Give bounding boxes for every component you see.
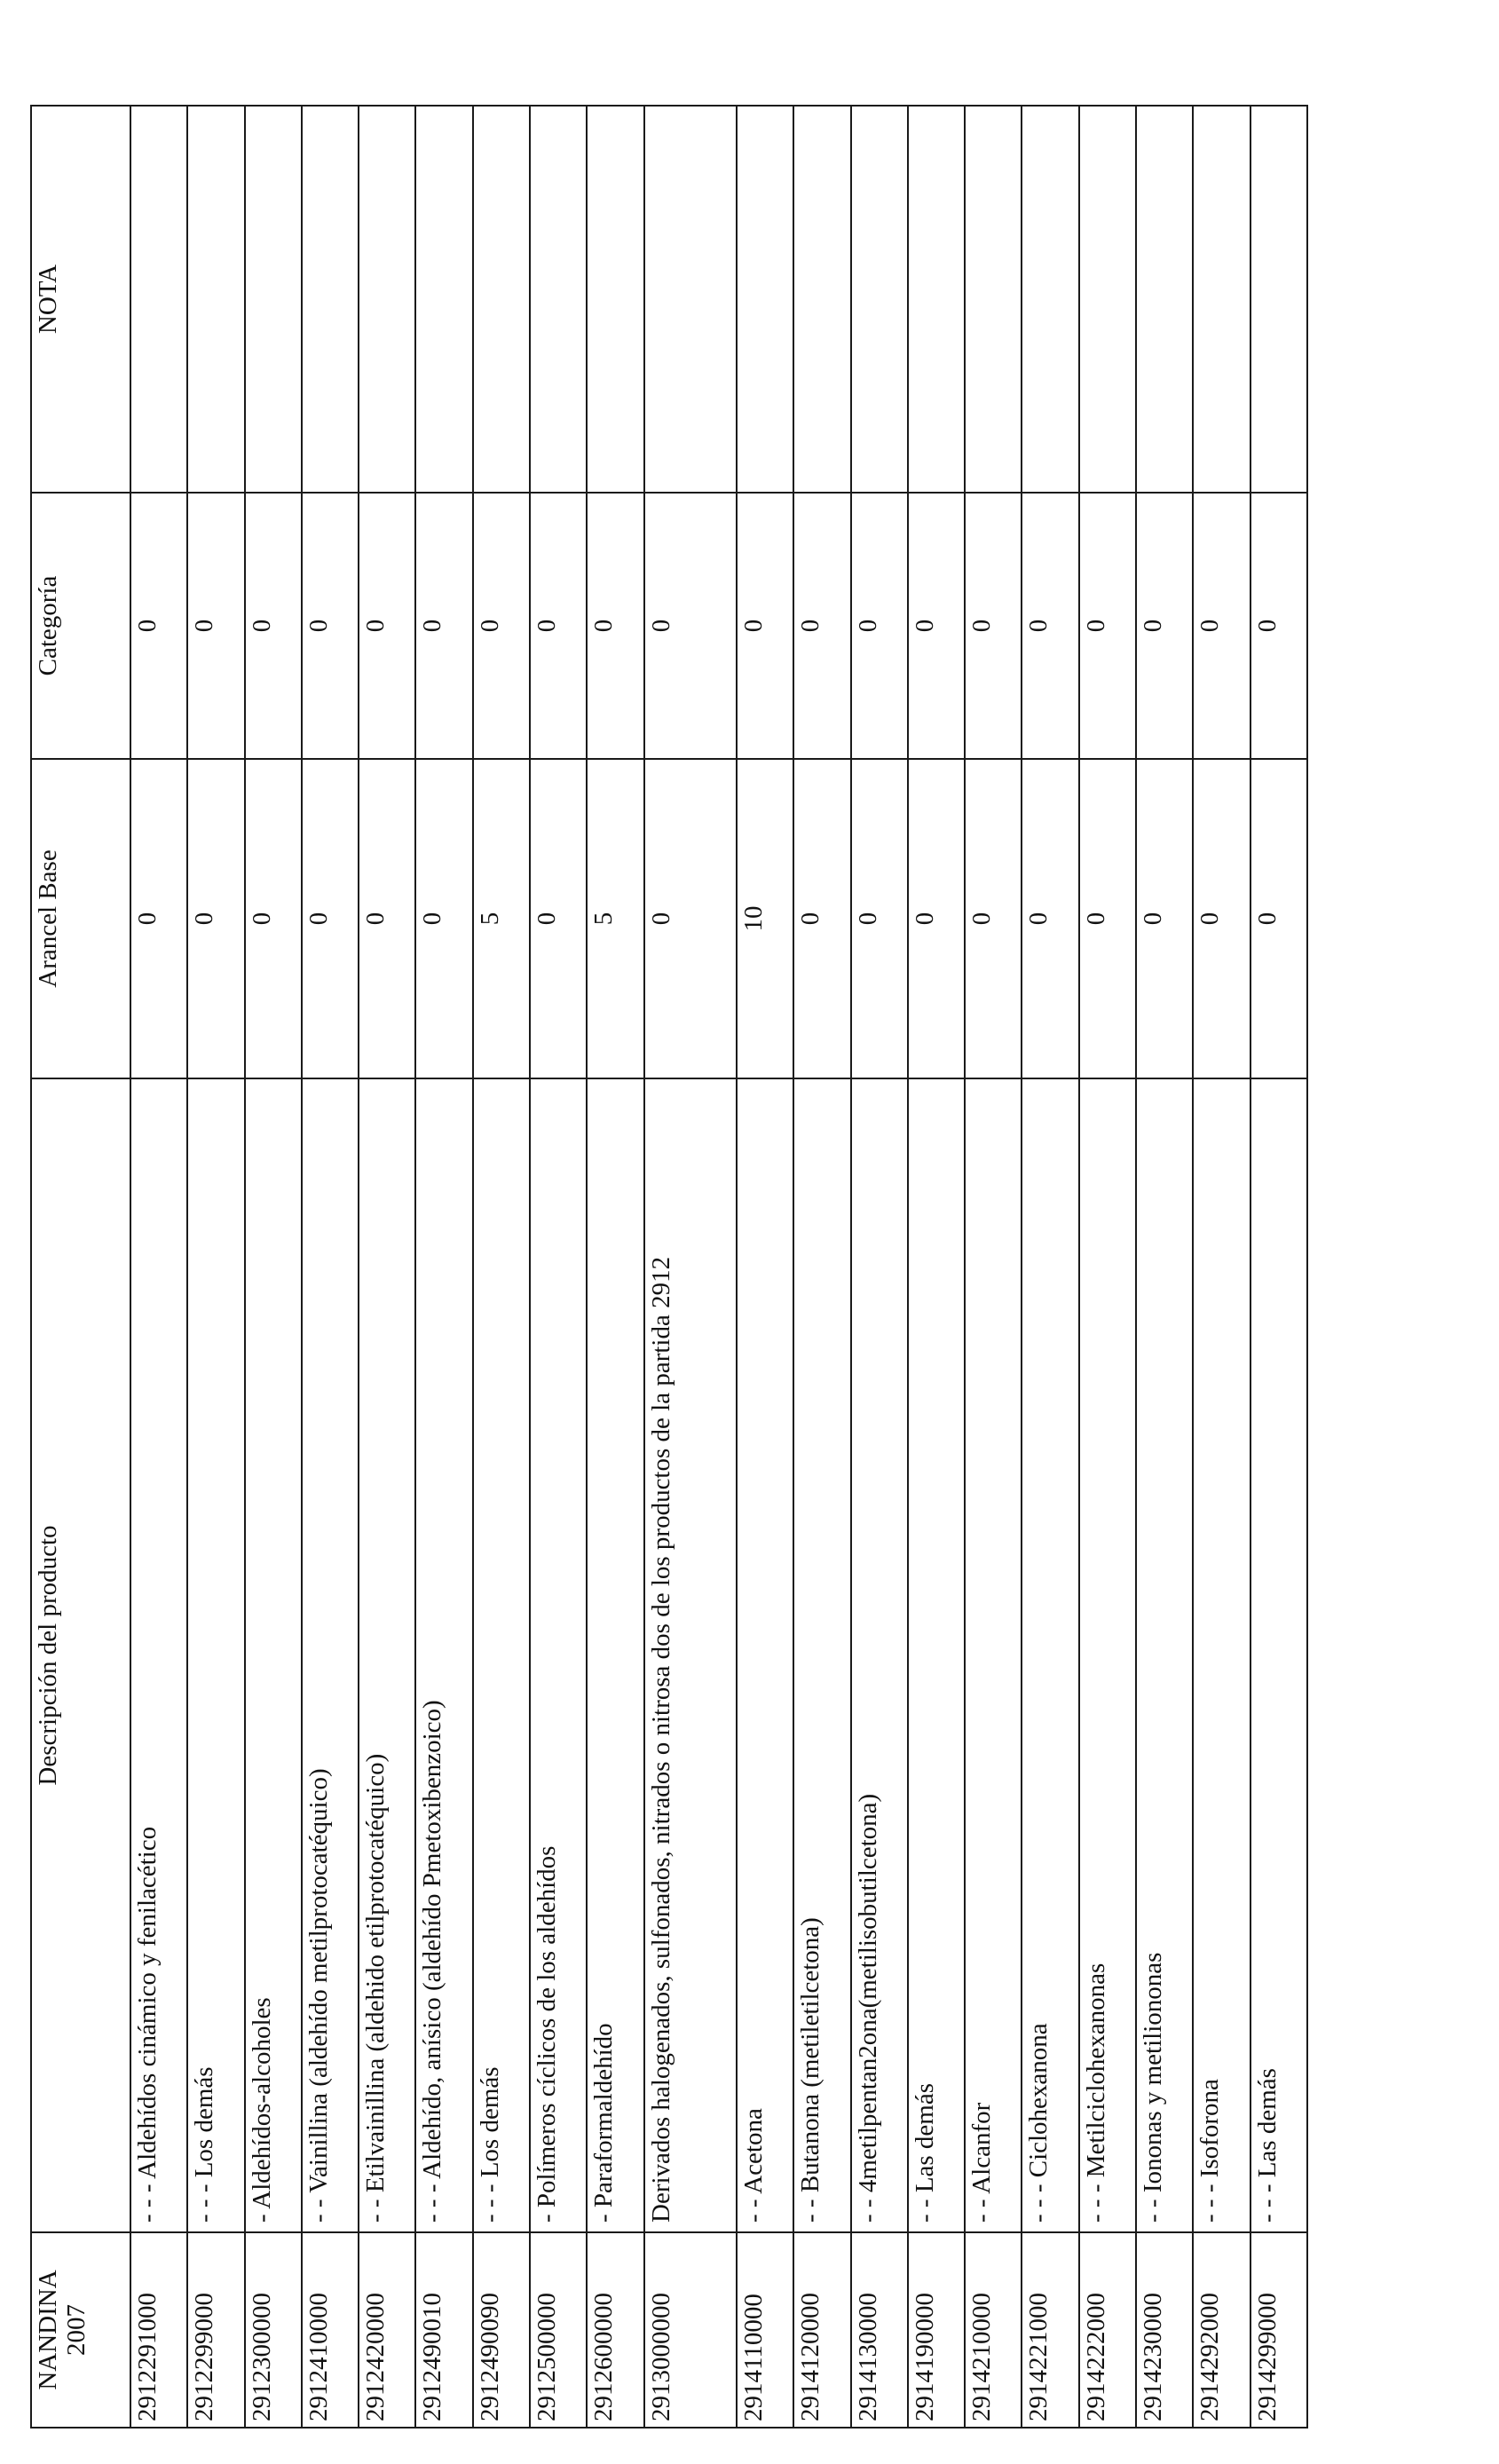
row-code: 2912490090 <box>473 2232 530 2428</box>
row-description: - - - Aldehídos cinámico y fenilacético <box>130 1078 187 2232</box>
row-code: 2914299000 <box>1250 2232 1307 2428</box>
row-code: 2912291000 <box>130 2232 187 2428</box>
table-row <box>473 106 530 2428</box>
table-row <box>1193 106 1250 2428</box>
row-code: 2912420000 <box>359 2232 415 2428</box>
row-description: - - - Los demás <box>473 1078 530 2232</box>
row-categoria: 0 <box>965 493 1022 759</box>
rotated-page <box>30 107 1308 2428</box>
row-description: - - - Isoforona <box>1193 1078 1250 2232</box>
row-arancel: 0 <box>187 759 244 1078</box>
row-code: 2914190000 <box>908 2232 965 2428</box>
row-code: 2914110000 <box>737 2232 793 2428</box>
table-row <box>130 106 187 2428</box>
row-nota <box>587 106 643 493</box>
row-nota <box>851 106 908 493</box>
row-categoria: 0 <box>1193 493 1250 759</box>
row-nota <box>530 106 587 493</box>
row-arancel: 0 <box>793 759 850 1078</box>
table-row <box>1022 106 1078 2428</box>
row-nota <box>1193 106 1250 493</box>
table-row <box>530 106 587 2428</box>
table-row <box>359 106 415 2428</box>
row-code: 2913000000 <box>644 2232 737 2428</box>
row-categoria: 0 <box>359 493 415 759</box>
row-arancel: 0 <box>851 759 908 1078</box>
table-row <box>737 106 793 2428</box>
row-code: 2914221000 <box>1022 2232 1078 2428</box>
row-description: - - - Metilciclohexanonas <box>1079 1078 1136 2232</box>
table-row <box>908 106 965 2428</box>
table-row <box>793 106 850 2428</box>
row-categoria: 0 <box>473 493 530 759</box>
row-code: 2912600000 <box>587 2232 643 2428</box>
row-arancel: 0 <box>245 759 302 1078</box>
row-description: - - Etilvainillina (aldehido etilprotocatéquico) <box>359 1078 415 2232</box>
row-description: - - Las demás <box>908 1078 965 2232</box>
row-arancel: 0 <box>1193 759 1250 1078</box>
row-categoria: 0 <box>130 493 187 759</box>
table-row <box>187 106 244 2428</box>
row-code: 2912500000 <box>530 2232 587 2428</box>
row-description: - - - Ciclohexanona <box>1022 1078 1078 2232</box>
row-description: - - 4metilpentan2ona(metilisobutilcetona) <box>851 1078 908 2232</box>
row-categoria: 0 <box>1079 493 1136 759</box>
row-description: - - - Aldehído, anísico (aldehído Pmetoxibenzoico) <box>415 1078 472 2232</box>
row-nota <box>908 106 965 493</box>
row-categoria: 0 <box>245 493 302 759</box>
row-code: 2914222000 <box>1079 2232 1136 2428</box>
header-categoria: Categoría <box>31 493 130 759</box>
row-nota <box>187 106 244 493</box>
table-row <box>644 106 737 2428</box>
table-row <box>1136 106 1193 2428</box>
row-description: - Polímeros cíclicos de los aldehídos <box>530 1078 587 2232</box>
row-nota <box>415 106 472 493</box>
row-code: 2914292000 <box>1193 2232 1250 2428</box>
row-nota <box>965 106 1022 493</box>
row-description: - Paraformaldehído <box>587 1078 643 2232</box>
row-arancel: 0 <box>1022 759 1078 1078</box>
row-categoria: 0 <box>302 493 359 759</box>
header-row <box>31 106 130 2428</box>
header-nandina: NANDINA 2007 <box>31 2232 130 2428</box>
row-arancel: 0 <box>530 759 587 1078</box>
row-code: 2914230000 <box>1136 2232 1193 2428</box>
row-nota <box>473 106 530 493</box>
row-arancel: 0 <box>908 759 965 1078</box>
row-arancel: 0 <box>1136 759 1193 1078</box>
row-nota <box>1022 106 1078 493</box>
row-code: 2914130000 <box>851 2232 908 2428</box>
row-arancel: 10 <box>737 759 793 1078</box>
table-row <box>1250 106 1307 2428</box>
table-row <box>965 106 1022 2428</box>
row-description: - - Vainillina (aldehído metilprotocatéquico) <box>302 1078 359 2232</box>
row-nota <box>793 106 850 493</box>
header-descripcion: Descripción del producto <box>31 1078 130 2232</box>
row-categoria: 0 <box>908 493 965 759</box>
row-description: - - - Las demás <box>1250 1078 1307 2232</box>
row-nota <box>1079 106 1136 493</box>
row-description: - - Alcanfor <box>965 1078 1022 2232</box>
row-arancel: 5 <box>587 759 643 1078</box>
row-code: 2912490010 <box>415 2232 472 2428</box>
row-categoria: 0 <box>1250 493 1307 759</box>
row-arancel: 0 <box>302 759 359 1078</box>
header-arancel-base: Arancel Base <box>31 759 130 1078</box>
row-description: - - - Los demás <box>187 1078 244 2232</box>
row-categoria: 0 <box>793 493 850 759</box>
row-nota <box>130 106 187 493</box>
table-row <box>587 106 643 2428</box>
row-categoria: 0 <box>1022 493 1078 759</box>
row-code: 2914210000 <box>965 2232 1022 2428</box>
row-arancel: 0 <box>1250 759 1307 1078</box>
table-row <box>851 106 908 2428</box>
row-categoria: 0 <box>851 493 908 759</box>
row-categoria: 0 <box>737 493 793 759</box>
row-nota <box>245 106 302 493</box>
row-description: - Aldehídos-alcoholes <box>245 1078 302 2232</box>
row-arancel: 0 <box>644 759 737 1078</box>
row-nota <box>737 106 793 493</box>
header-nota: NOTA <box>31 106 130 493</box>
row-description: Derivados halogenados, sulfonados, nitrados o nitrosa dos de los productos de la partida 2912 <box>644 1078 737 2232</box>
row-code: 2912300000 <box>245 2232 302 2428</box>
row-categoria: 0 <box>644 493 737 759</box>
row-arancel: 0 <box>415 759 472 1078</box>
table-row <box>1079 106 1136 2428</box>
row-arancel: 5 <box>473 759 530 1078</box>
row-description: - - Iononas y metiliononas <box>1136 1078 1193 2232</box>
row-arancel: 0 <box>359 759 415 1078</box>
row-nota <box>359 106 415 493</box>
row-nota <box>644 106 737 493</box>
row-categoria: 0 <box>530 493 587 759</box>
row-code: 2914120000 <box>793 2232 850 2428</box>
row-arancel: 0 <box>130 759 187 1078</box>
row-categoria: 0 <box>587 493 643 759</box>
row-arancel: 0 <box>1079 759 1136 1078</box>
tariff-table <box>30 105 1308 2428</box>
table-row <box>245 106 302 2428</box>
row-categoria: 0 <box>187 493 244 759</box>
row-nota <box>1136 106 1193 493</box>
row-description: - - Butanona (metiletilcetona) <box>793 1078 850 2232</box>
row-nota <box>1250 106 1307 493</box>
row-categoria: 0 <box>415 493 472 759</box>
row-nota <box>302 106 359 493</box>
table-row <box>415 106 472 2428</box>
row-categoria: 0 <box>1136 493 1193 759</box>
row-arancel: 0 <box>965 759 1022 1078</box>
row-code: 2912299000 <box>187 2232 244 2428</box>
row-code: 2912410000 <box>302 2232 359 2428</box>
row-description: - - Acetona <box>737 1078 793 2232</box>
table-row <box>302 106 359 2428</box>
